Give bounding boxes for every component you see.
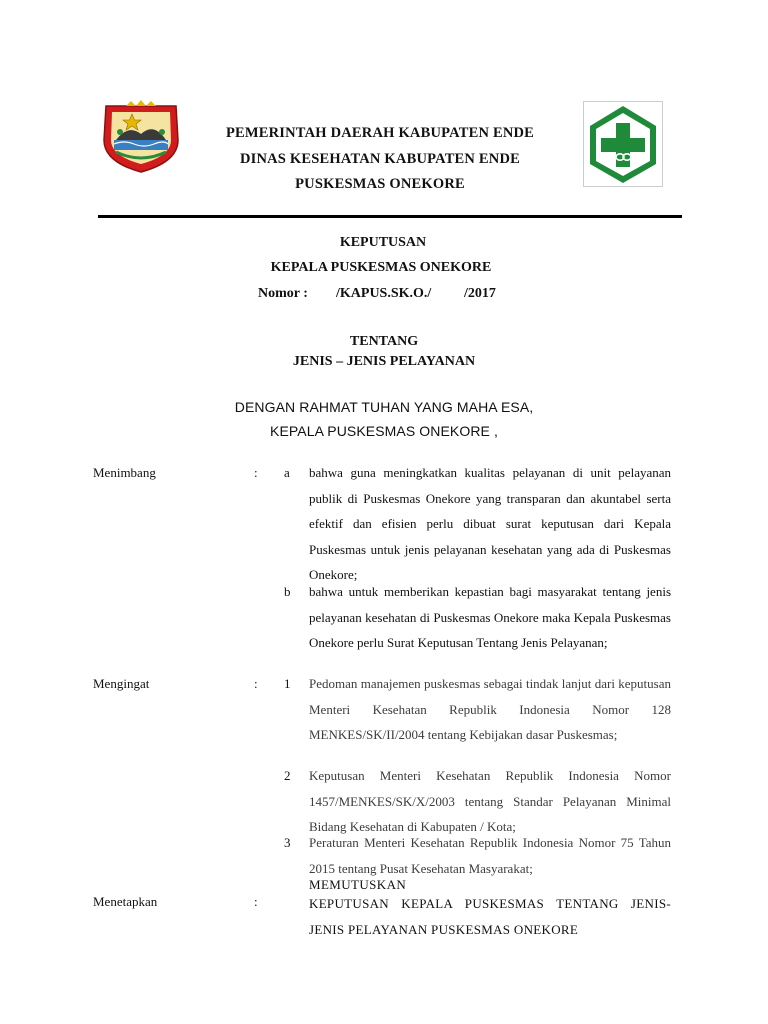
mengingat-item-2: Keputusan Menteri Kesehatan Republik Indonesia Nomor 1457/MENKES/SK/X/2003 tentang Standar Pelayanan Minimal Bidang Kesehatan di Kabupaten / Kota;	[309, 768, 671, 834]
nomor-label: Nomor :	[258, 286, 308, 301]
nomor-year: /2017	[464, 286, 496, 301]
letterhead-line-1: PEMERINTAH DAERAH KABUPATEN ENDE	[225, 125, 535, 141]
mengingat-marker-1: 1	[284, 676, 291, 691]
letterhead-line-3: PUSKESMAS ONEKORE	[295, 176, 465, 192]
decree-title: KEPUTUSAN	[339, 235, 427, 250]
tentang-heading: TENTANG	[349, 334, 419, 349]
mengingat-marker-3: 3	[284, 835, 291, 850]
opening-line-1: DENGAN RAHMAT TUHAN YANG MAHA ESA,	[234, 399, 534, 415]
decree-subject: JENIS – JENIS PELAYANAN	[292, 354, 476, 369]
menetapkan-text: KEPUTUSAN KEPALA PUSKESMAS TENTANG JENIS-JENIS PELAYANAN PUSKESMAS ONEKORE	[309, 896, 671, 937]
letterhead-line-2: DINAS KESEHATAN KABUPATEN ENDE	[239, 151, 521, 167]
mengingat-item-3: Peraturan Menteri Kesehatan Republik Indonesia Nomor 75 Tahun 2015 tentang Pusat Kesehatan Masyarakat;	[309, 835, 671, 876]
decree-issuer: KEPALA PUSKESMAS ONEKORE	[270, 260, 492, 275]
puskesmas-green-cross-icon	[583, 101, 663, 187]
menimbang-item-b: bahwa untuk memberikan kepastian bagi masyarakat tentang jenis pelayanan kesehatan di Puskesmas Onekore maka Kepala Puskesmas Onekore perlu Surat Keputusan Tentang Jenis Pelayanan;	[309, 584, 671, 650]
menetapkan-colon: :	[254, 894, 258, 909]
opening-line-2: KEPALA PUSKESMAS ONEKORE ,	[270, 423, 498, 439]
menetapkan-label: Menetapkan	[93, 894, 158, 909]
mengingat-colon: :	[254, 676, 258, 691]
mengingat-item-1: Pedoman manajemen puskesmas sebagai tindak lanjut dari keputusan Menteri Kesehatan Republik Indonesia Nomor 128 MENKES/SK/II/2004 tentang Kebijakan dasar Puskesmas;	[309, 676, 671, 742]
menimbang-colon: :	[254, 465, 258, 480]
memutuskan-heading: MEMUTUSKAN	[309, 877, 407, 892]
menimbang-label: Menimbang	[93, 465, 156, 480]
menimbang-marker-b: b	[284, 584, 291, 599]
menimbang-item-a: bahwa guna meningkatkan kualitas pelayanan di unit pelayanan publik di Puskesmas Onekore yang transparan dan akuntabel serta efektif dan efisien perlu dibuat surat keputusan dari Kepala Puskesmas untuk jenis pelayanan kesehatan yang ada di Puskesmas Onekore;	[309, 465, 671, 582]
menimbang-marker-a: a	[284, 465, 290, 480]
decree-number	[258, 286, 496, 302]
letterhead-divider	[98, 215, 682, 218]
mengingat-marker-2: 2	[284, 768, 291, 783]
mengingat-label: Mengingat	[93, 676, 150, 691]
nomor-value: /KAPUS.SK.O./	[336, 286, 432, 301]
